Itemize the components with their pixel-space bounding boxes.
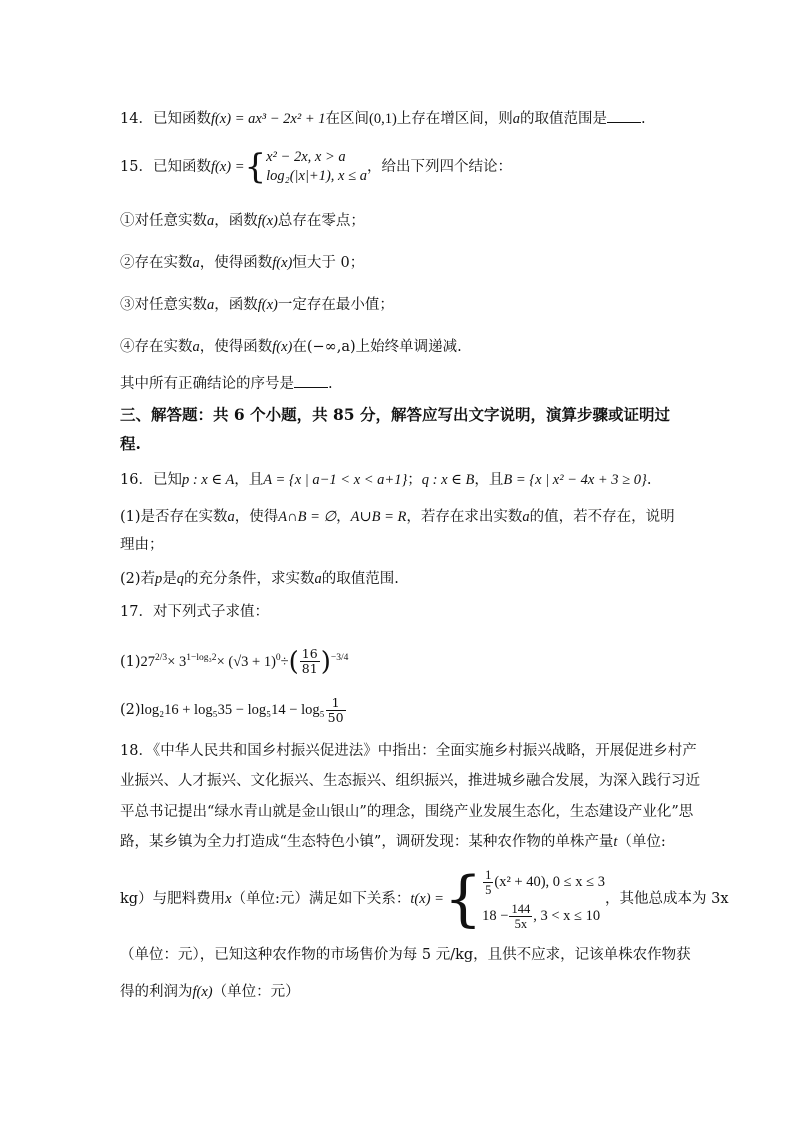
q18-line-3: 平总书记提出“绿水青山就是金山银山”的理念，围绕产业发展生态化，生态建设产业化”思 <box>120 804 694 820</box>
q18-line-6: （单位：元），已知这种农作物的市场售价为每 5 元/kg，且供不应求，记该单株农作物获 <box>120 947 691 963</box>
answer-blank <box>294 373 328 388</box>
q16-part-2: (2)若p是q的充分条件，求实数a的取值范围. <box>120 571 399 587</box>
fraction: $\frac{16}{81}$ <box>301 646 318 677</box>
piecewise-brace: { <box>443 864 483 934</box>
q18-line-5: kg）与肥料费用x（单位:元）满足如下关系：t(x) ={ $\frac{1}{5}$ (x² + 40), 0 ≤ x ≤ 3 18 − $\frac{144}{5x}$ , 3 < x ≤ 10 ，其他总成本为 3x <box>120 864 729 934</box>
question-15: 15．已知函数f(x) ={ x² − 2x, x > a log₂(|x|+1), x ≤ a ，给出下列四个结论： <box>120 147 512 187</box>
q15-item-3: ③对任意实数a，函数f(x)一定存在最小值； <box>120 297 394 313</box>
question-number: 18． <box>120 743 153 759</box>
q16-part-1: (1)是否存在实数a，使得A∩B = ∅，A∪B = R，若存在求出实数a的值，若不存在，说明 <box>120 509 675 525</box>
q16-part-1-cont: 理由； <box>120 537 164 553</box>
question-16: 16．已知p : x ∈ A，且A = {x | a−1 < x < a+1}；q : x ∈ B，且B = {x | x² − 4x + 3 ≥ 0}. <box>120 472 652 488</box>
function-expression: f(x) = ax³ − 2x² + 1 <box>210 111 326 127</box>
question-14: 14．已知函数f(x) = ax³ − 2x² + 1在区间(0,1)上存在增区间，则a的取值范围是 . <box>120 108 646 129</box>
q15-item-2: ②存在实数a，使得函数f(x)恒大于 0； <box>120 255 365 271</box>
q18-line-7: 得的利润为f(x)（单位：元） <box>120 984 300 1000</box>
section-3-heading-cont: 程. <box>120 434 141 453</box>
q15-item-4: ④存在实数a，使得函数f(x)在(−∞,a)上始终单调递减. <box>120 339 462 355</box>
q15-item-1: ①对任意实数a，函数f(x)总存在零点； <box>120 213 365 229</box>
piecewise-cases: x² − 2x, x > a log₂(|x|+1), x ≤ a <box>266 149 367 184</box>
answer-blank <box>607 108 641 123</box>
question-number: 16． <box>120 472 153 488</box>
q18-line-4: 路，某乡镇为全力打造成“生态特色小镇”，调研发现：某种农作物的单株产量t（单位: <box>120 834 666 850</box>
question-18: 18．《中华人民共和国乡村振兴促进法》中指出：全面实施乡村振兴战略，开展促进乡村产 <box>120 743 697 759</box>
q17-part-1: $(1)27^{2/3}\times 3^{1-log_32}\times (√3 + 1)^0\div$( $\frac{16}{81}$ )$^{-3/4}$ <box>120 646 349 677</box>
question-number: 14． <box>120 111 153 127</box>
fraction: $\frac{1}{50}$ <box>327 694 344 725</box>
q15-conclusion: 其中所有正确结论的序号是 . <box>120 373 333 394</box>
section-3-heading: 三、解答题：共 6 个小题，共 85 分，解答应写出文字说明，演算步骤或证明过 <box>120 405 670 424</box>
q18-line-2: 业振兴、人才振兴、文化振兴、生态振兴、组织振兴，推进城乡融合发展，为深入践行习近 <box>120 773 700 789</box>
question-number: 15． <box>120 159 153 175</box>
piecewise-brace: { <box>244 147 267 187</box>
q17-part-2: (2)log₂16 + log₅35 − log₅14 − log₅ $\frac{1}{50}$ <box>120 694 344 725</box>
piecewise-cases: $\frac{1}{5}$ (x² + 40), 0 ≤ x ≤ 3 18 − $\frac{144}{5x}$ , 3 < x ≤ 10 <box>482 868 605 932</box>
question-17: 17．对下列式子求值： <box>120 604 269 620</box>
question-number: 17． <box>120 604 153 620</box>
